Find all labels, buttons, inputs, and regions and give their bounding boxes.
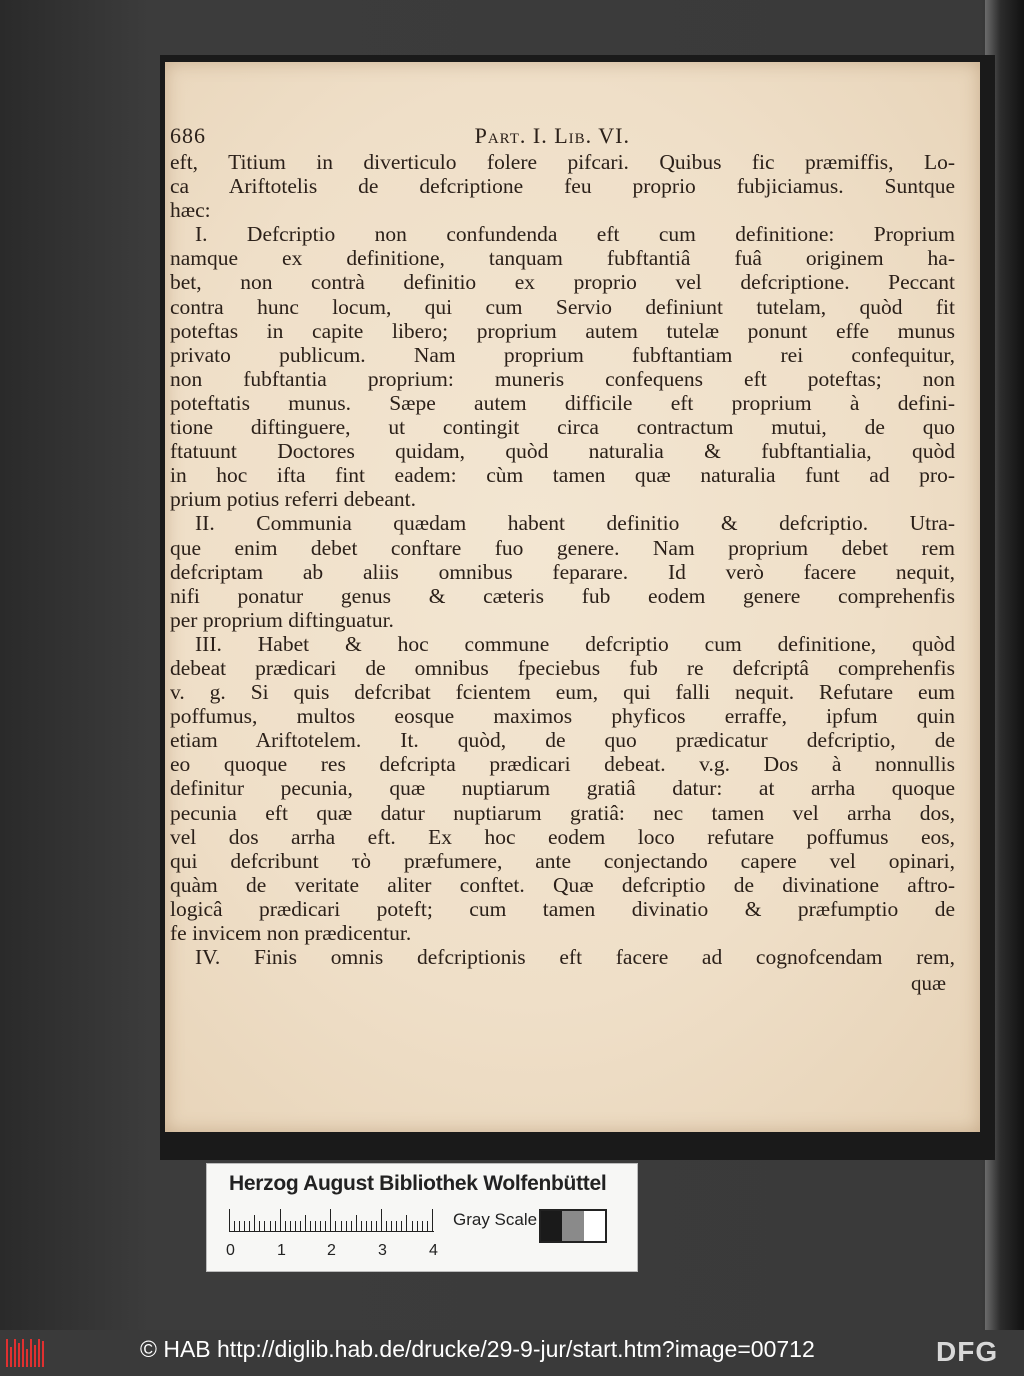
ruler-tick xyxy=(290,1221,291,1231)
text-line: v. g. Si quis defcribat fcientem eum, qui falli nequit. Refutare eum xyxy=(170,680,955,705)
ruler-tick xyxy=(351,1221,352,1231)
text-line: pecunia eft quæ datur nuptiarum gratiâ: nec tamen vel arrha dos, xyxy=(170,800,955,825)
ruler-tick xyxy=(371,1221,372,1231)
text-line: poteftas in capite libero; proprium autem tutelæ ponunt effe munus xyxy=(170,318,955,343)
ruler-tick xyxy=(295,1221,296,1231)
ruler-tick xyxy=(234,1221,235,1231)
ruler-number: 0 xyxy=(226,1242,235,1259)
text-line: non fubftantia proprium: muneris confequens eft poteftas; non xyxy=(170,366,955,391)
text-line: vel dos arrha eft. Ex hoc eodem loco refutare poffumus eos, xyxy=(170,824,955,849)
ruler-tick xyxy=(259,1221,260,1231)
ruler-tick xyxy=(381,1209,382,1231)
ruler-tick xyxy=(412,1221,413,1231)
text-line: quàm de veritate aliter conftet. Quæ defcriptio de divinatione aftro- xyxy=(170,872,955,897)
gray-scale-label: Gray Scale xyxy=(453,1210,538,1229)
ruler-tick xyxy=(275,1221,276,1231)
text-line: namque ex definitione, tanquam fubftantiâ fuâ originem ha- xyxy=(170,246,955,271)
ruler-tick xyxy=(280,1209,281,1231)
ruler-baseline xyxy=(229,1231,434,1232)
text-line: que enim debet conftare fuo genere. Nam proprium debet rem xyxy=(170,535,955,560)
text-line: III. Habet & hoc commune defcriptio cum definitione, quòd xyxy=(195,631,955,656)
ruler-tick xyxy=(239,1221,240,1231)
gray-scale-swatch xyxy=(539,1209,607,1243)
text-line: privato publicum. Nam proprium fubftantiam rei confequitur, xyxy=(170,342,955,367)
ruler-tick xyxy=(341,1221,342,1231)
ruler-tick xyxy=(244,1221,245,1231)
ruler-number: 4 xyxy=(429,1242,438,1259)
ruler-tick xyxy=(396,1221,397,1231)
text-line: bet, non contrà definitio ex proprio vel defcriptione. Peccant xyxy=(170,270,955,295)
ruler-tick xyxy=(270,1221,271,1231)
ruler-tick xyxy=(229,1209,230,1231)
ruler-tick xyxy=(305,1215,306,1231)
ruler-tick xyxy=(285,1221,286,1231)
gray-swatch-black xyxy=(541,1211,562,1241)
text-line: poteftatis munus. Sæpe autem difficile eft proprium à defini- xyxy=(170,390,955,415)
hab-logo-icon xyxy=(6,1339,46,1367)
ruler-tick xyxy=(356,1215,357,1231)
measurement-ruler xyxy=(229,1209,434,1239)
ruler-tick xyxy=(406,1215,407,1231)
ruler-tick xyxy=(315,1221,316,1231)
library-name: Herzog August Bibliothek Wolfenbüttel xyxy=(229,1172,607,1195)
text-line: eo quoque res defcripta prædicari debeat. v.g. Dos à nonnullis xyxy=(170,752,955,777)
ruler-tick xyxy=(335,1221,336,1231)
ruler-tick xyxy=(325,1221,326,1231)
catchword: quæ xyxy=(910,971,946,996)
page-header xyxy=(170,122,630,150)
ruler-tick xyxy=(391,1221,392,1231)
ruler-tick xyxy=(401,1221,402,1231)
gray-swatch-white xyxy=(584,1211,605,1241)
ruler-tick xyxy=(346,1221,347,1231)
ruler-tick xyxy=(427,1221,428,1231)
text-line: I. Defcriptio non confundenda eft cum definitione: Proprium xyxy=(195,222,955,247)
text-line: etiam Ariftotelem. It. quòd, de quo prædicatur defcriptio, de xyxy=(170,728,955,753)
ruler-tick xyxy=(361,1221,362,1231)
text-line: fe invicem non prædicentur. xyxy=(170,921,412,945)
text-body xyxy=(170,150,960,969)
ruler-tick xyxy=(376,1221,377,1231)
running-head: Part. I. Lib. VI. xyxy=(474,123,630,148)
ruler-tick xyxy=(310,1221,311,1231)
text-line: hæc: xyxy=(170,198,211,223)
text-line: tione diftinguere, ut contingit circa contractum mutui, de quo xyxy=(170,415,955,440)
ruler-tick xyxy=(300,1221,301,1231)
gray-swatch-mid xyxy=(562,1211,583,1241)
text-line: prium potius referri debeant. xyxy=(170,487,416,512)
copyright-link[interactable]: © HAB http://diglib.hab.de/drucke/29-9-jur/start.htm?image=00712 xyxy=(140,1336,815,1362)
ruler-number: 2 xyxy=(327,1242,336,1259)
text-line: contra hunc locum, qui cum Servio definiunt tutelam, quòd fit xyxy=(170,294,955,319)
ruler-tick xyxy=(386,1221,387,1231)
text-line: definitur pecunia, quæ nuptiarum gratiâ datur: at arrha quoque xyxy=(170,776,955,801)
ruler-tick xyxy=(330,1209,331,1231)
ruler-tick xyxy=(432,1209,433,1231)
text-line: IV. Finis omnis defcriptionis eft facere ad cognofcendam rem, xyxy=(195,945,955,970)
library-label xyxy=(206,1163,638,1272)
ruler-number: 3 xyxy=(378,1242,387,1259)
ruler-tick xyxy=(249,1221,250,1231)
text-line: nifi ponatur genus & cæteris fub eodem genere comprehenfis xyxy=(170,583,955,608)
page-text xyxy=(170,122,960,995)
text-line: ftatuunt Doctores quidam, quòd naturalia & fubftantialia, quòd xyxy=(170,439,955,464)
ruler-tick xyxy=(320,1221,321,1231)
text-line: logicâ prædicari poteft; cum tamen divinatio & præfumptio de xyxy=(170,896,955,921)
text-line: ca Ariftotelis de defcriptione feu proprio fubjiciamus. Suntque xyxy=(170,174,955,199)
page-number: 686 xyxy=(170,123,206,148)
text-line: qui defcribunt τὸ præfumere, ante conjectando capere vel opinari, xyxy=(170,848,955,873)
text-line: poffumus, multos eosque maximos phyficos erraffe, ipfum quin xyxy=(170,704,955,729)
text-line: in hoc ifta fint eadem: cùm tamen quæ naturalia funt ad pro- xyxy=(170,463,955,488)
ruler-tick xyxy=(422,1221,423,1231)
ruler-tick xyxy=(254,1215,255,1231)
text-line: per proprium diftinguatur. xyxy=(170,607,394,632)
ruler-tick xyxy=(417,1221,418,1231)
ruler-tick xyxy=(264,1221,265,1231)
text-line: defcriptam ab aliis omnibus feparare. Id verò facere nequit, xyxy=(170,559,955,584)
text-line: II. Communia quædam habent definitio & defcriptio. Utra- xyxy=(195,511,955,536)
text-line: debeat prædicari de omnibus fpeciebus fub re defcriptâ comprehenfis xyxy=(170,655,955,680)
ruler-tick xyxy=(366,1221,367,1231)
ruler-number: 1 xyxy=(277,1242,286,1259)
text-line: eft, Titium in diverticulo folere pifcari. Quibus fic præmiffis, Lo- xyxy=(170,150,955,174)
dfg-logo: DFG xyxy=(936,1336,999,1367)
